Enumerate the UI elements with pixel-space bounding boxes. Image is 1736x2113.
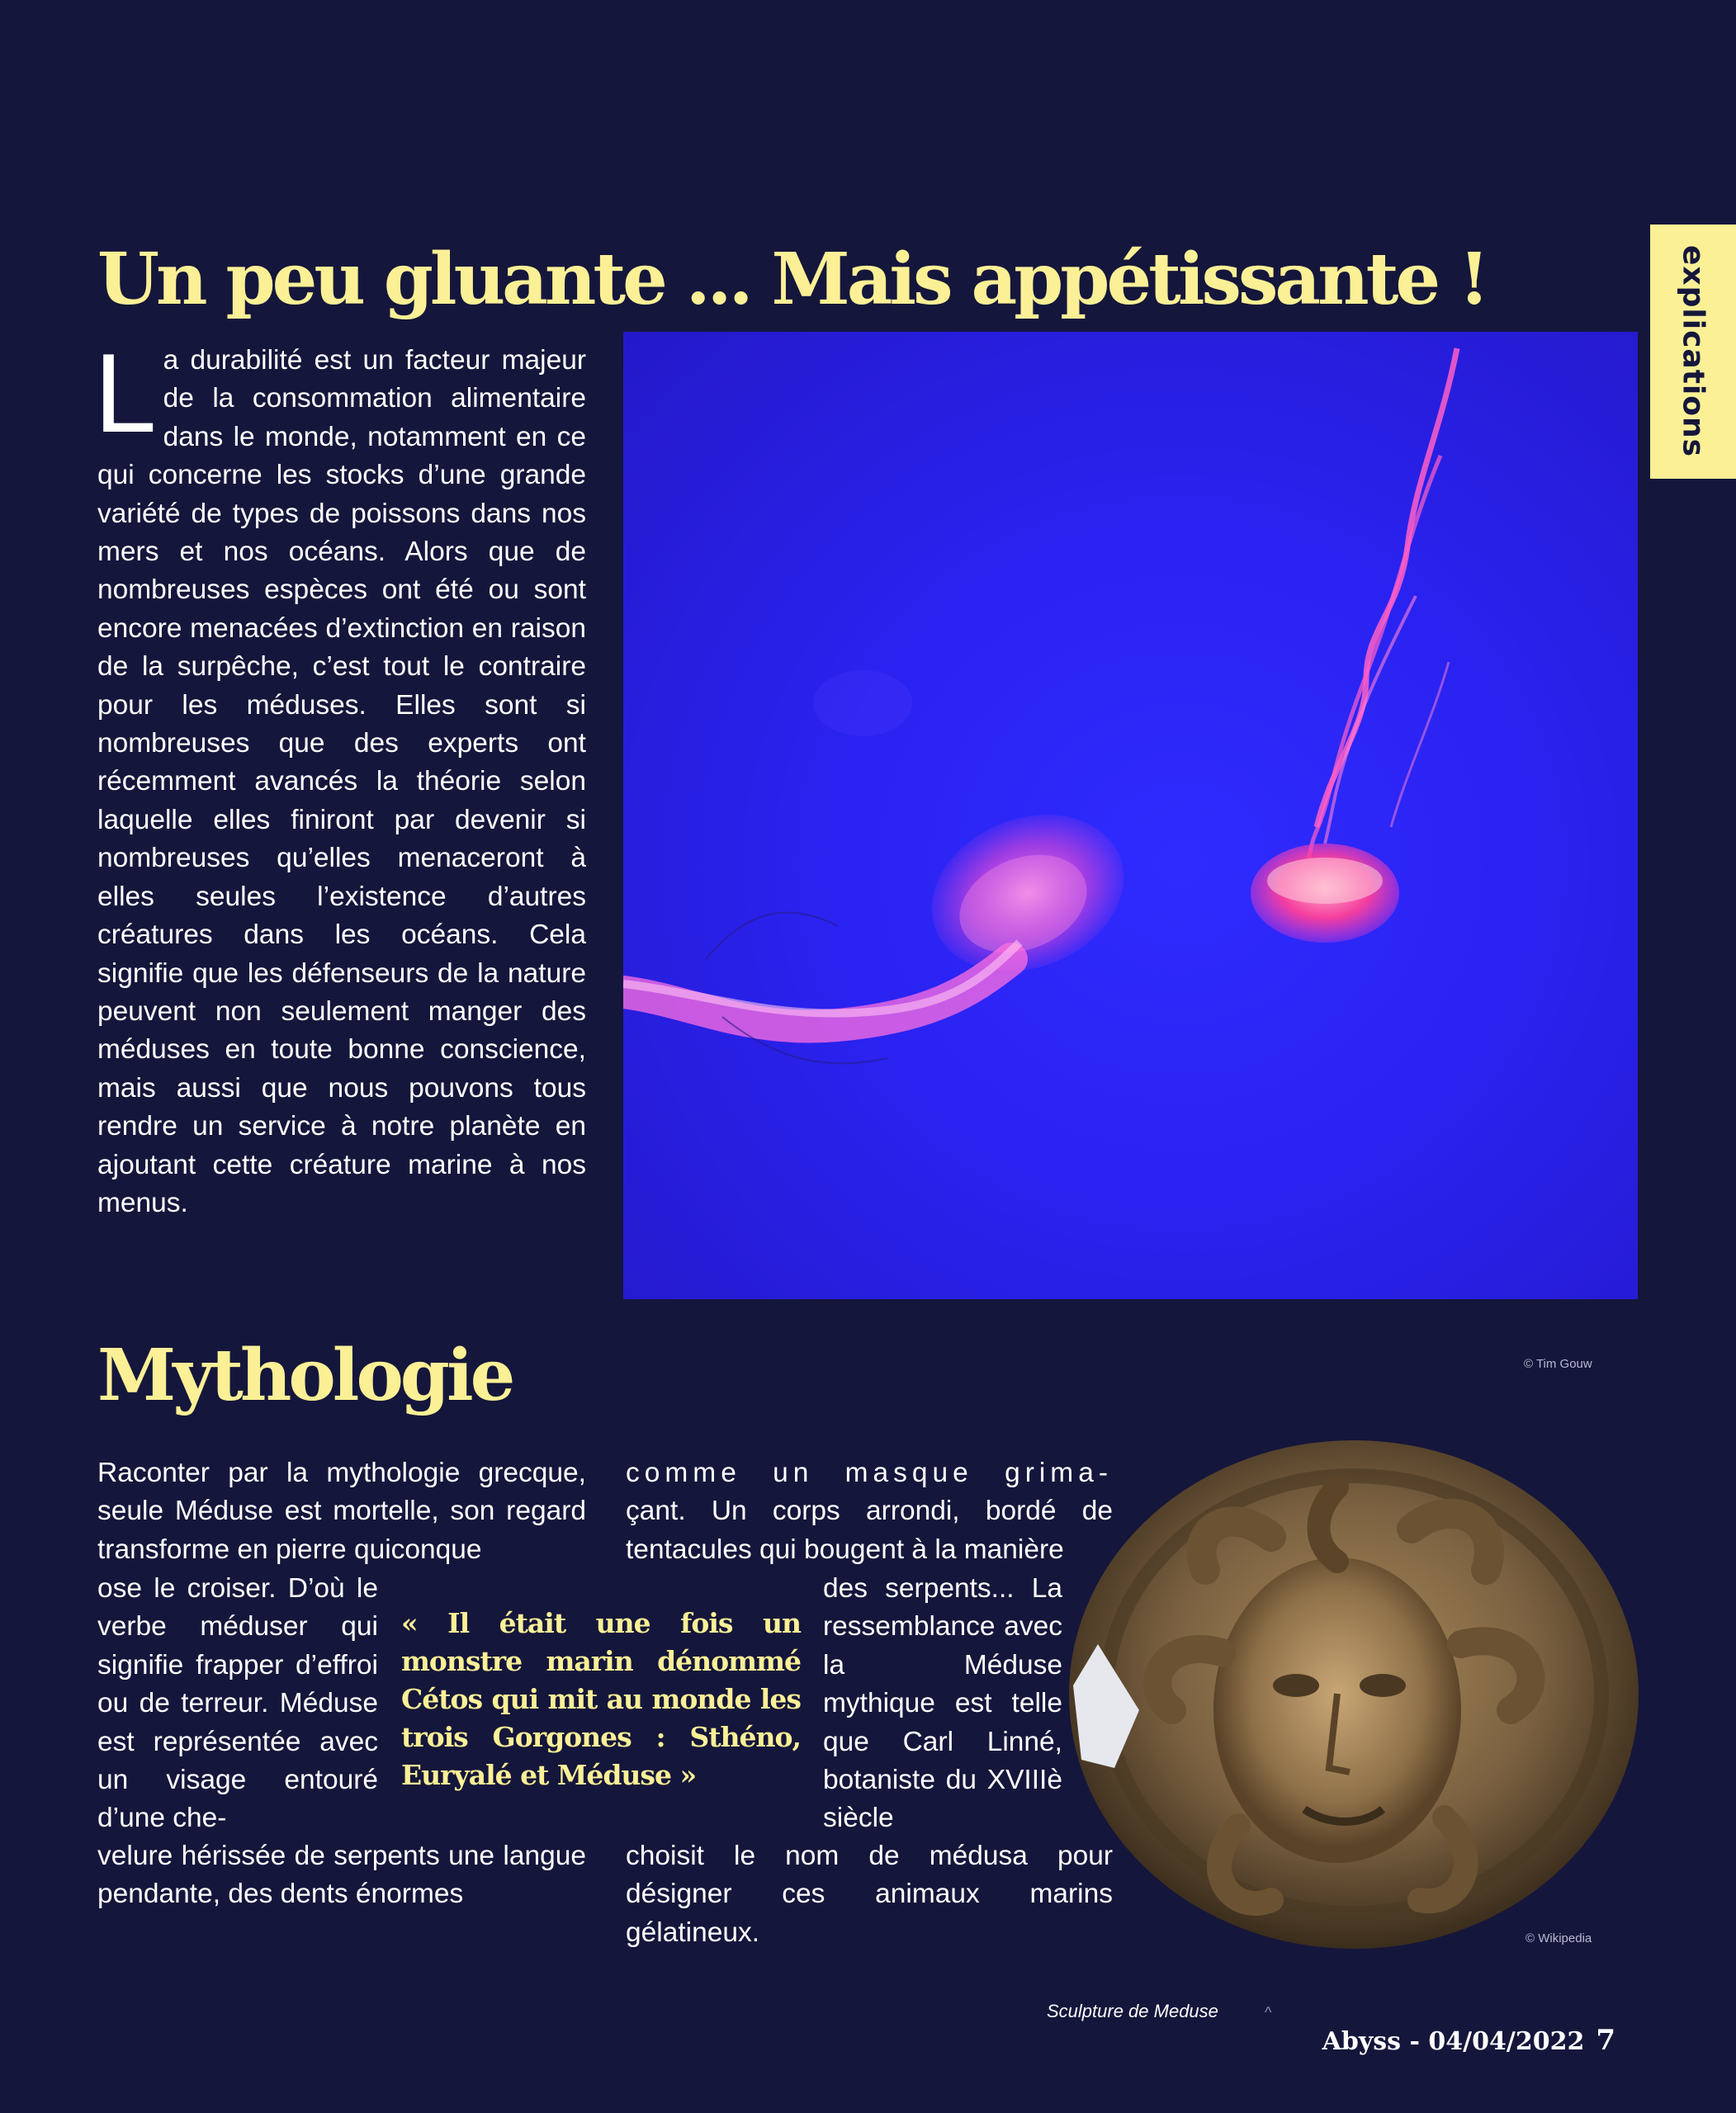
mythology-title: Mythologie [97, 1334, 513, 1417]
intro-article [94, 330, 586, 1222]
medusa-sculpture-image [1065, 1438, 1643, 1951]
column1-middle: ose le croiser. D’où le verbe méduser qui signifie frapper d’effroi ou de terreur. Méduse est représentée avec un visage entouré d’une che- [97, 1573, 378, 1834]
photo-credit: © Tim Gouw [1524, 1357, 1592, 1371]
pull-quote: « Il était une fois un monstre marin dénommé Cétos qui mit au monde les trois Gorgones : Sthéno, Euryalé et Méduse » [401, 1607, 801, 1791]
column1-bottom: velure hérissée de serpents une langue pendante, des dents énormes [97, 1841, 586, 1910]
drop-cap: L [94, 330, 157, 456]
section-title: Un peu gluante ... Mais appétissante ! [97, 238, 1487, 321]
image-caption: Sculpture de Meduse [1047, 2001, 1218, 2021]
column2-middle: des serpents... La ressemblance avec la Méduse mythique est telle que Carl Linné, botaniste du XVIIIè siècle [823, 1573, 1062, 1834]
column2-top [626, 1454, 1113, 1569]
caret-icon: ^ [1265, 2004, 1272, 2021]
page-number: 7 [1596, 2024, 1615, 2057]
image-credit: © Wikipedia [1526, 1931, 1592, 1945]
jellyfish-photo [623, 332, 1638, 1299]
magazine-issue: Abyss - 04/04/2022 [1322, 2027, 1585, 2056]
column2-first-line: comme un masque grima- [626, 1458, 1113, 1488]
section-tab [1650, 225, 1736, 479]
section-tab-label: explications [1676, 245, 1710, 458]
intro-paragraph: a durabilité est un facteur majeur de la consommation alimentaire dans le monde, notamment en ce qui concerne les stocks d’une grande variété de types de poissons dans nos mers et nos océans. Alors que de nombreuses espèces ont été ou sont encore menacées d’extinction en raison de la surpêche, c’est tout le contraire pour les méduses. Elles sont si nombreuses que des experts ont récemment avancés la théorie selon laquelle elles finiront par devenir si nombreuses qu’elles menaceront à elles seules l’existence d’autres créatures dans les océans. Cela signifie que les défenseurs de la nature peuvent non seulement manger des méduses en toute bonne conscience, mais aussi que nous pouvons tous rendre un service à notre planète en ajoutant cette créature marine à nos menus. [97, 345, 586, 1218]
column1-top: Raconter par la mythologie grecque, seule Méduse est mortelle, son regard transforme en pierre quiconque [97, 1458, 586, 1565]
jellyfish-illustration [623, 332, 1638, 1299]
column2-bottom: choisit le nom de médusa pour désigner ces animaux marins gélatineux. [626, 1841, 1113, 1948]
column2-rest: çant. Un corps arrondi, bordé de tentacules qui bougent à la manière [626, 1496, 1113, 1565]
medusa-medallion [1065, 1438, 1643, 1951]
page-footer [1322, 2024, 1615, 2057]
